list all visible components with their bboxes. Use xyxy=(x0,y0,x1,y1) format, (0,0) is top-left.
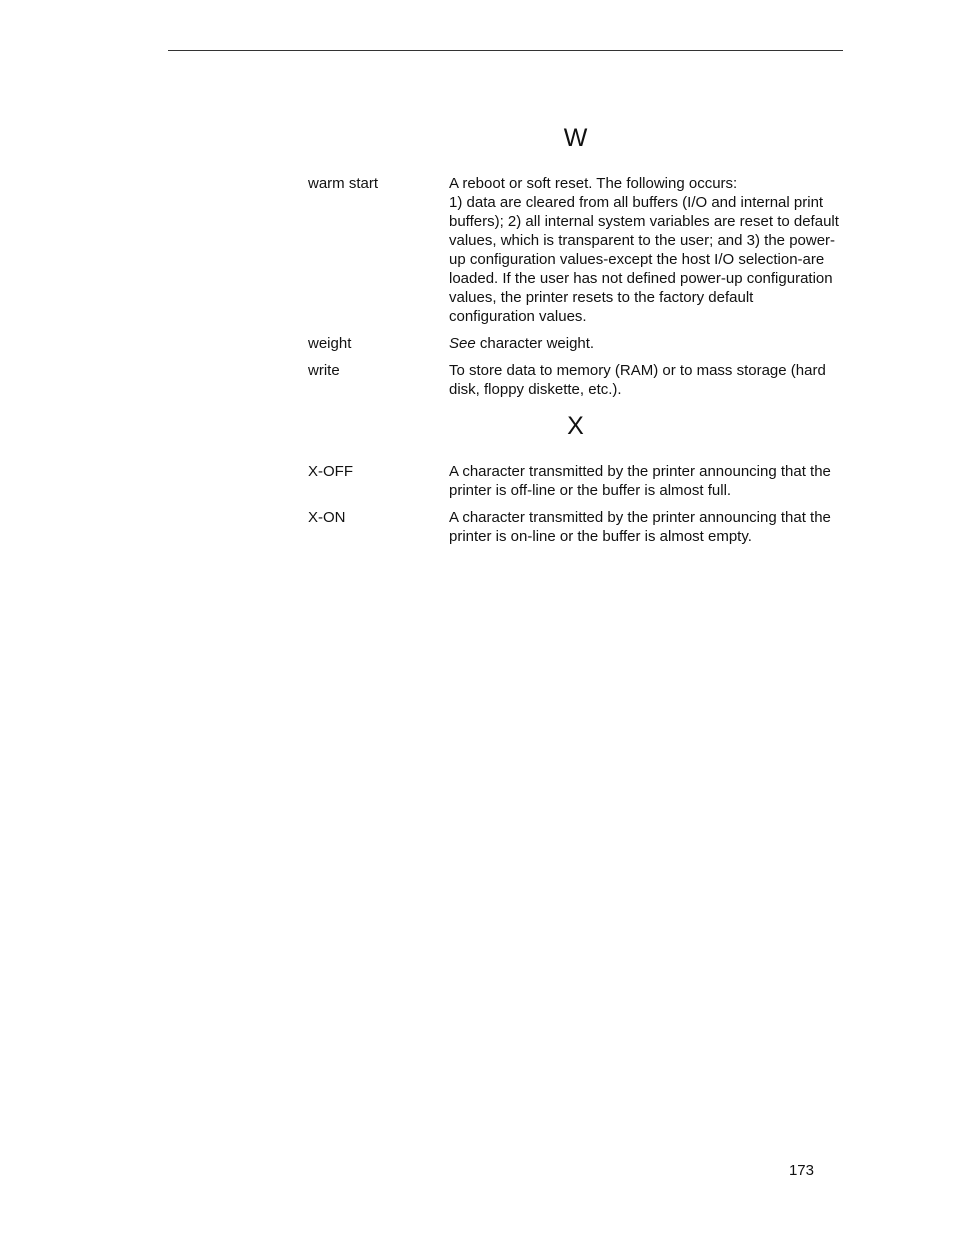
glossary-section-w xyxy=(308,174,843,407)
glossary-entry-warm-start xyxy=(308,174,843,326)
header-rule xyxy=(168,50,843,51)
definition-line: A reboot or soft reset. The following occurs: xyxy=(449,175,738,192)
glossary-entry-weight xyxy=(308,334,843,353)
glossary-entry-x-on xyxy=(308,508,843,546)
glossary-definition xyxy=(449,334,843,353)
see-reference-target: character weight. xyxy=(479,335,595,352)
page-number: 173 xyxy=(788,1162,814,1179)
glossary-entry-write xyxy=(308,361,843,399)
see-reference-word: See xyxy=(449,335,476,352)
glossary-definition: To store data to memory (RAM) or to mass storage (hard disk, floppy diskette, etc.). xyxy=(449,362,826,398)
glossary-term: X-OFF xyxy=(308,463,353,480)
glossary-definition: A character transmitted by the printer announcing that the printer is off-line or the buffer is almost full. xyxy=(449,463,831,499)
glossary-term: write xyxy=(308,362,340,379)
glossary-section-x xyxy=(308,462,843,554)
glossary-definition: A character transmitted by the printer announcing that the printer is on-line or the buffer is almost empty. xyxy=(449,509,831,545)
glossary-term: warm start xyxy=(308,175,379,192)
glossary-term: X-ON xyxy=(308,509,346,526)
glossary-entry-x-off xyxy=(308,462,843,500)
glossary-term: weight xyxy=(308,335,352,352)
section-heading-w: W xyxy=(563,124,588,152)
section-heading-x: X xyxy=(567,412,584,440)
glossary-definition xyxy=(449,174,843,326)
definition-line: 1) data are cleared from all buffers (I/O and internal print buffers); 2) all internal system variables are reset to default values, which is transparent to the user; and 3) the power-up configuration values-except the host I/O selection-are loaded. If the user has not defined power-up configuration values, the printer resets to the factory default configuration values. xyxy=(449,194,839,325)
